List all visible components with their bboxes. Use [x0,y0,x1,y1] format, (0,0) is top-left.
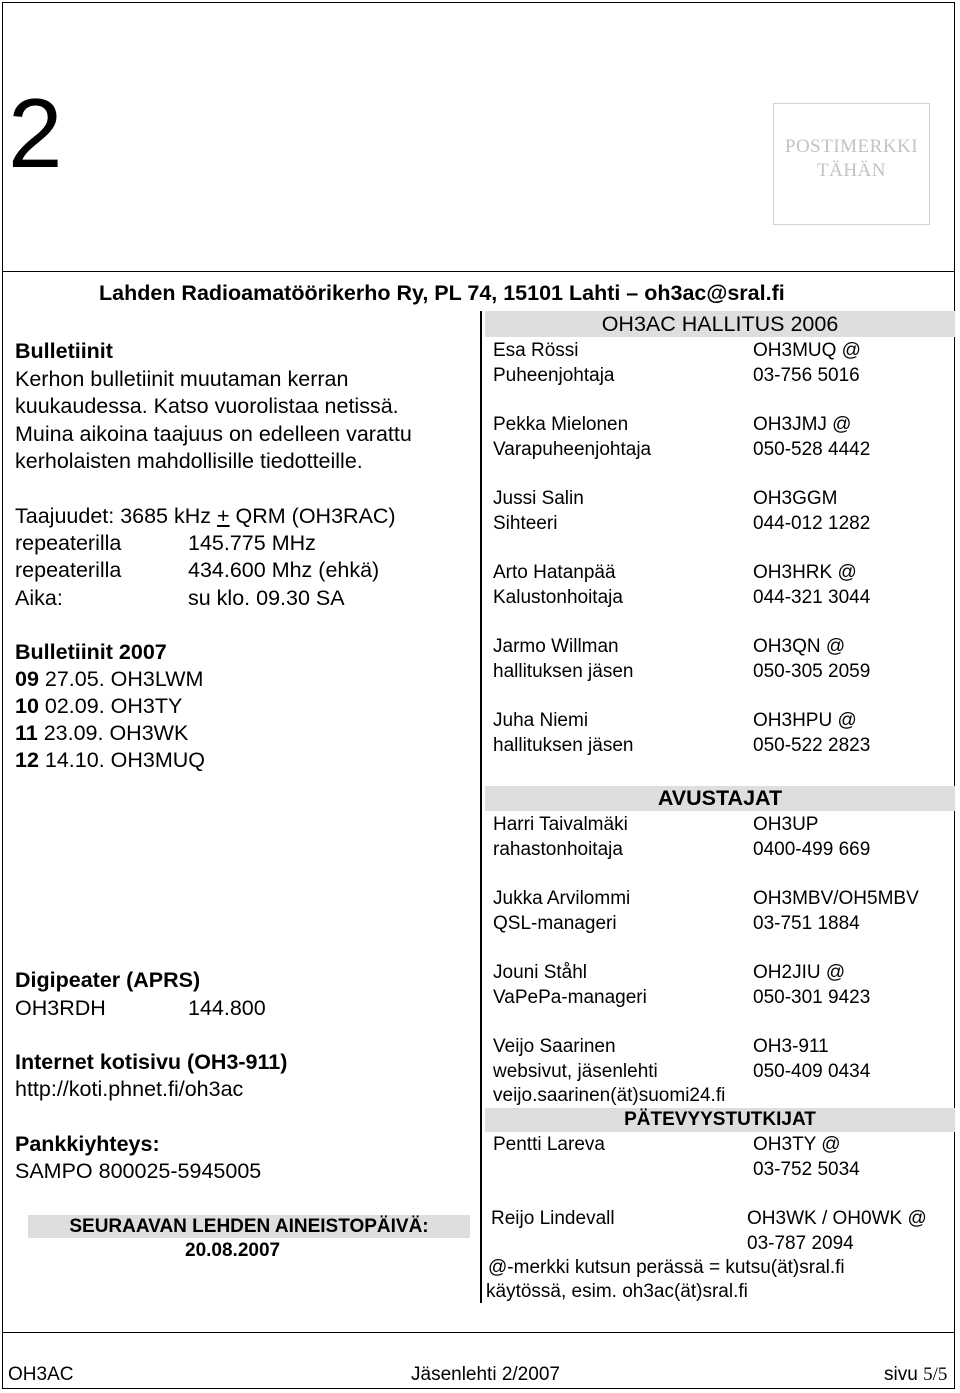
board-member-name: Juha Niemi [493,710,589,731]
helper-call: OH3UP [753,814,819,835]
freq-suffix: QRM (OH3RAC) [229,504,396,528]
bulletins-title: Bulletiinit [15,339,113,363]
examiner-name: Reijo Lindevall [491,1208,615,1229]
board-member-role: Kalustonhoitaja [493,587,623,608]
board-member-role: Puheenjohtaja [493,365,615,386]
board-member-name: Arto Hatanpää [493,562,616,583]
board-member-phone: 050-528 4442 [753,439,871,460]
examiner-phone: 03-752 5034 [753,1159,860,1180]
divider-top [3,271,955,272]
helper-name: Veijo Saarinen [493,1036,616,1057]
stamp-placeholder [773,103,930,225]
board-member-role: Sihteeri [493,513,558,534]
footer-page [884,1364,947,1386]
bulletins-line: Kerhon bulletiinit muutaman kerran [15,367,349,391]
helper-phone: 050-409 0434 [753,1061,871,1082]
freq-prefix: Taajuudet: 3685 kHz [15,504,217,528]
board-member-call: OH3QN @ [753,636,846,657]
board-member-name: Esa Rössi [493,340,579,361]
board-member-name: Pekka Mielonen [493,414,629,435]
bulletin-entry [15,667,203,692]
note-line: käytössä, esim. oh3ac(ät)sral.fi [486,1281,748,1302]
board-member-call: OH3HPU @ [753,710,857,731]
examiner-call: OH3TY @ [753,1134,841,1155]
helper-call: OH2JIU @ [753,962,846,983]
helper-call: OH3MBV/OH5MBV [753,888,919,909]
footer-page-number: 5/5 [923,1364,948,1385]
helpers-title: AVUSTAJAT [485,786,955,811]
helper-phone: 050-301 9423 [753,987,871,1008]
freq-row-value: su klo. 09.30 SA [188,586,345,610]
internet-url[interactable]: http://koti.phnet.fi/oh3ac [15,1077,244,1101]
freq-row-value: 434.600 Mhz (ehkä) [188,558,380,582]
board-member-phone: 044-321 3044 [753,587,871,608]
board-member-phone: 050-305 2059 [753,661,871,682]
bulletin-text: 23.09. OH3WK [37,721,189,745]
board-member-role: hallituksen jäsen [493,735,634,756]
helper-role: rahastonhoitaja [493,839,623,860]
bank-account: SAMPO 800025-5945005 [15,1159,262,1183]
helper-role: QSL-manageri [493,913,617,934]
board-member-call: OH3JMJ @ [753,414,852,435]
stamp-line-1: POSTIMERKKI [784,136,919,157]
bulletin-text: 14.10. OH3MUQ [38,748,206,772]
board-member-role: hallituksen jäsen [493,661,634,682]
stamp-line-2: TÄHÄN [817,160,886,181]
bulletins-line: kerholaisten mahdollisille tiedotteille. [15,449,363,473]
helper-name: Jouni Ståhl [493,962,588,983]
footer-issue: Jäsenlehti 2/2007 [411,1364,560,1385]
helper-name: Jukka Arvilommi [493,888,631,909]
helper-phone: 03-751 1884 [753,913,860,934]
board-member-role: Varapuheenjohtaja [493,439,652,460]
bulletin-entry [15,694,182,719]
bulletin-num: 12 [15,748,39,772]
freq-row-label: repeaterilla [15,558,122,582]
bank-title: Pankkiyhteys: [15,1132,160,1156]
board-member-call: OH3HRK @ [753,562,857,583]
board-member-phone: 03-756 5016 [753,365,860,386]
freq-plus: + [217,504,230,528]
board-member-name: Jarmo Willman [493,636,619,657]
digipeater-call: OH3RDH [15,996,106,1020]
examiner-phone: 03-787 2094 [747,1233,854,1254]
helper-role: VaPePa-manageri [493,987,647,1008]
bulletins-line: kuukaudessa. Katso vuorolistaa netissä. [15,394,399,418]
digipeater-title: Digipeater (APRS) [15,968,201,992]
internet-title: Internet kotisivu (OH3-911) [15,1050,288,1074]
helper-role: websivut, jäsenlehti [493,1061,658,1082]
footer-page-label: sivu [884,1364,924,1385]
board-member-call: OH3MUQ @ [753,340,861,361]
examiners-title: PÄTEVYYSTUTKIJAT [485,1108,955,1132]
board-member-name: Jussi Salin [493,488,584,509]
digipeater-freq: 144.800 [188,996,266,1020]
bulletin-text: 02.09. OH3TY [38,694,183,718]
bulletins-line: Muina aikoina taajuus on edelleen varattu [15,422,412,446]
frequencies-line [15,504,396,529]
bulletin-text: 27.05. OH3LWM [38,667,204,691]
examiner-call: OH3WK / OH0WK @ [747,1208,927,1229]
bulletins-2007-title: Bulletiinit 2007 [15,640,167,664]
board-member-phone: 044-012 1282 [753,513,871,534]
bulletin-num: 10 [15,694,39,718]
board-title: OH3AC HALLITUS 2006 [485,311,955,337]
bulletin-entry [15,748,205,773]
freq-row-label: repeaterilla [15,531,122,555]
board-member-phone: 050-522 2823 [753,735,871,756]
examiner-name: Pentti Lareva [493,1134,605,1155]
bulletin-num: 09 [15,667,39,691]
helper-call: OH3-911 [753,1036,829,1057]
helper-phone: 0400-499 669 [753,839,871,860]
board-member-call: OH3GGM [753,488,838,509]
bulletin-entry [15,721,188,746]
page-number: 2 [8,78,63,188]
divider-bottom [3,1332,955,1333]
freq-row-value: 145.775 MHz [188,531,316,555]
deadline-date: 20.08.2007 [185,1240,281,1261]
bulletin-num: 11 [15,721,38,745]
freq-row-label: Aika: [15,586,63,610]
helper-name: Harri Taivalmäki [493,814,628,835]
deadline-label: SEURAAVAN LEHDEN AINEISTOPÄIVÄ: [28,1215,470,1238]
helper-email: veijo.saarinen(ät)suomi24.fi [493,1085,726,1106]
header-address: Lahden Radioamatöörikerho Ry, PL 74, 15101 Lahti – oh3ac@sral.fi [99,281,785,305]
column-divider [480,311,482,1303]
footer-club: OH3AC [8,1364,74,1385]
note-line: @-merkki kutsun perässä = kutsu(ät)sral.fi [488,1257,845,1278]
